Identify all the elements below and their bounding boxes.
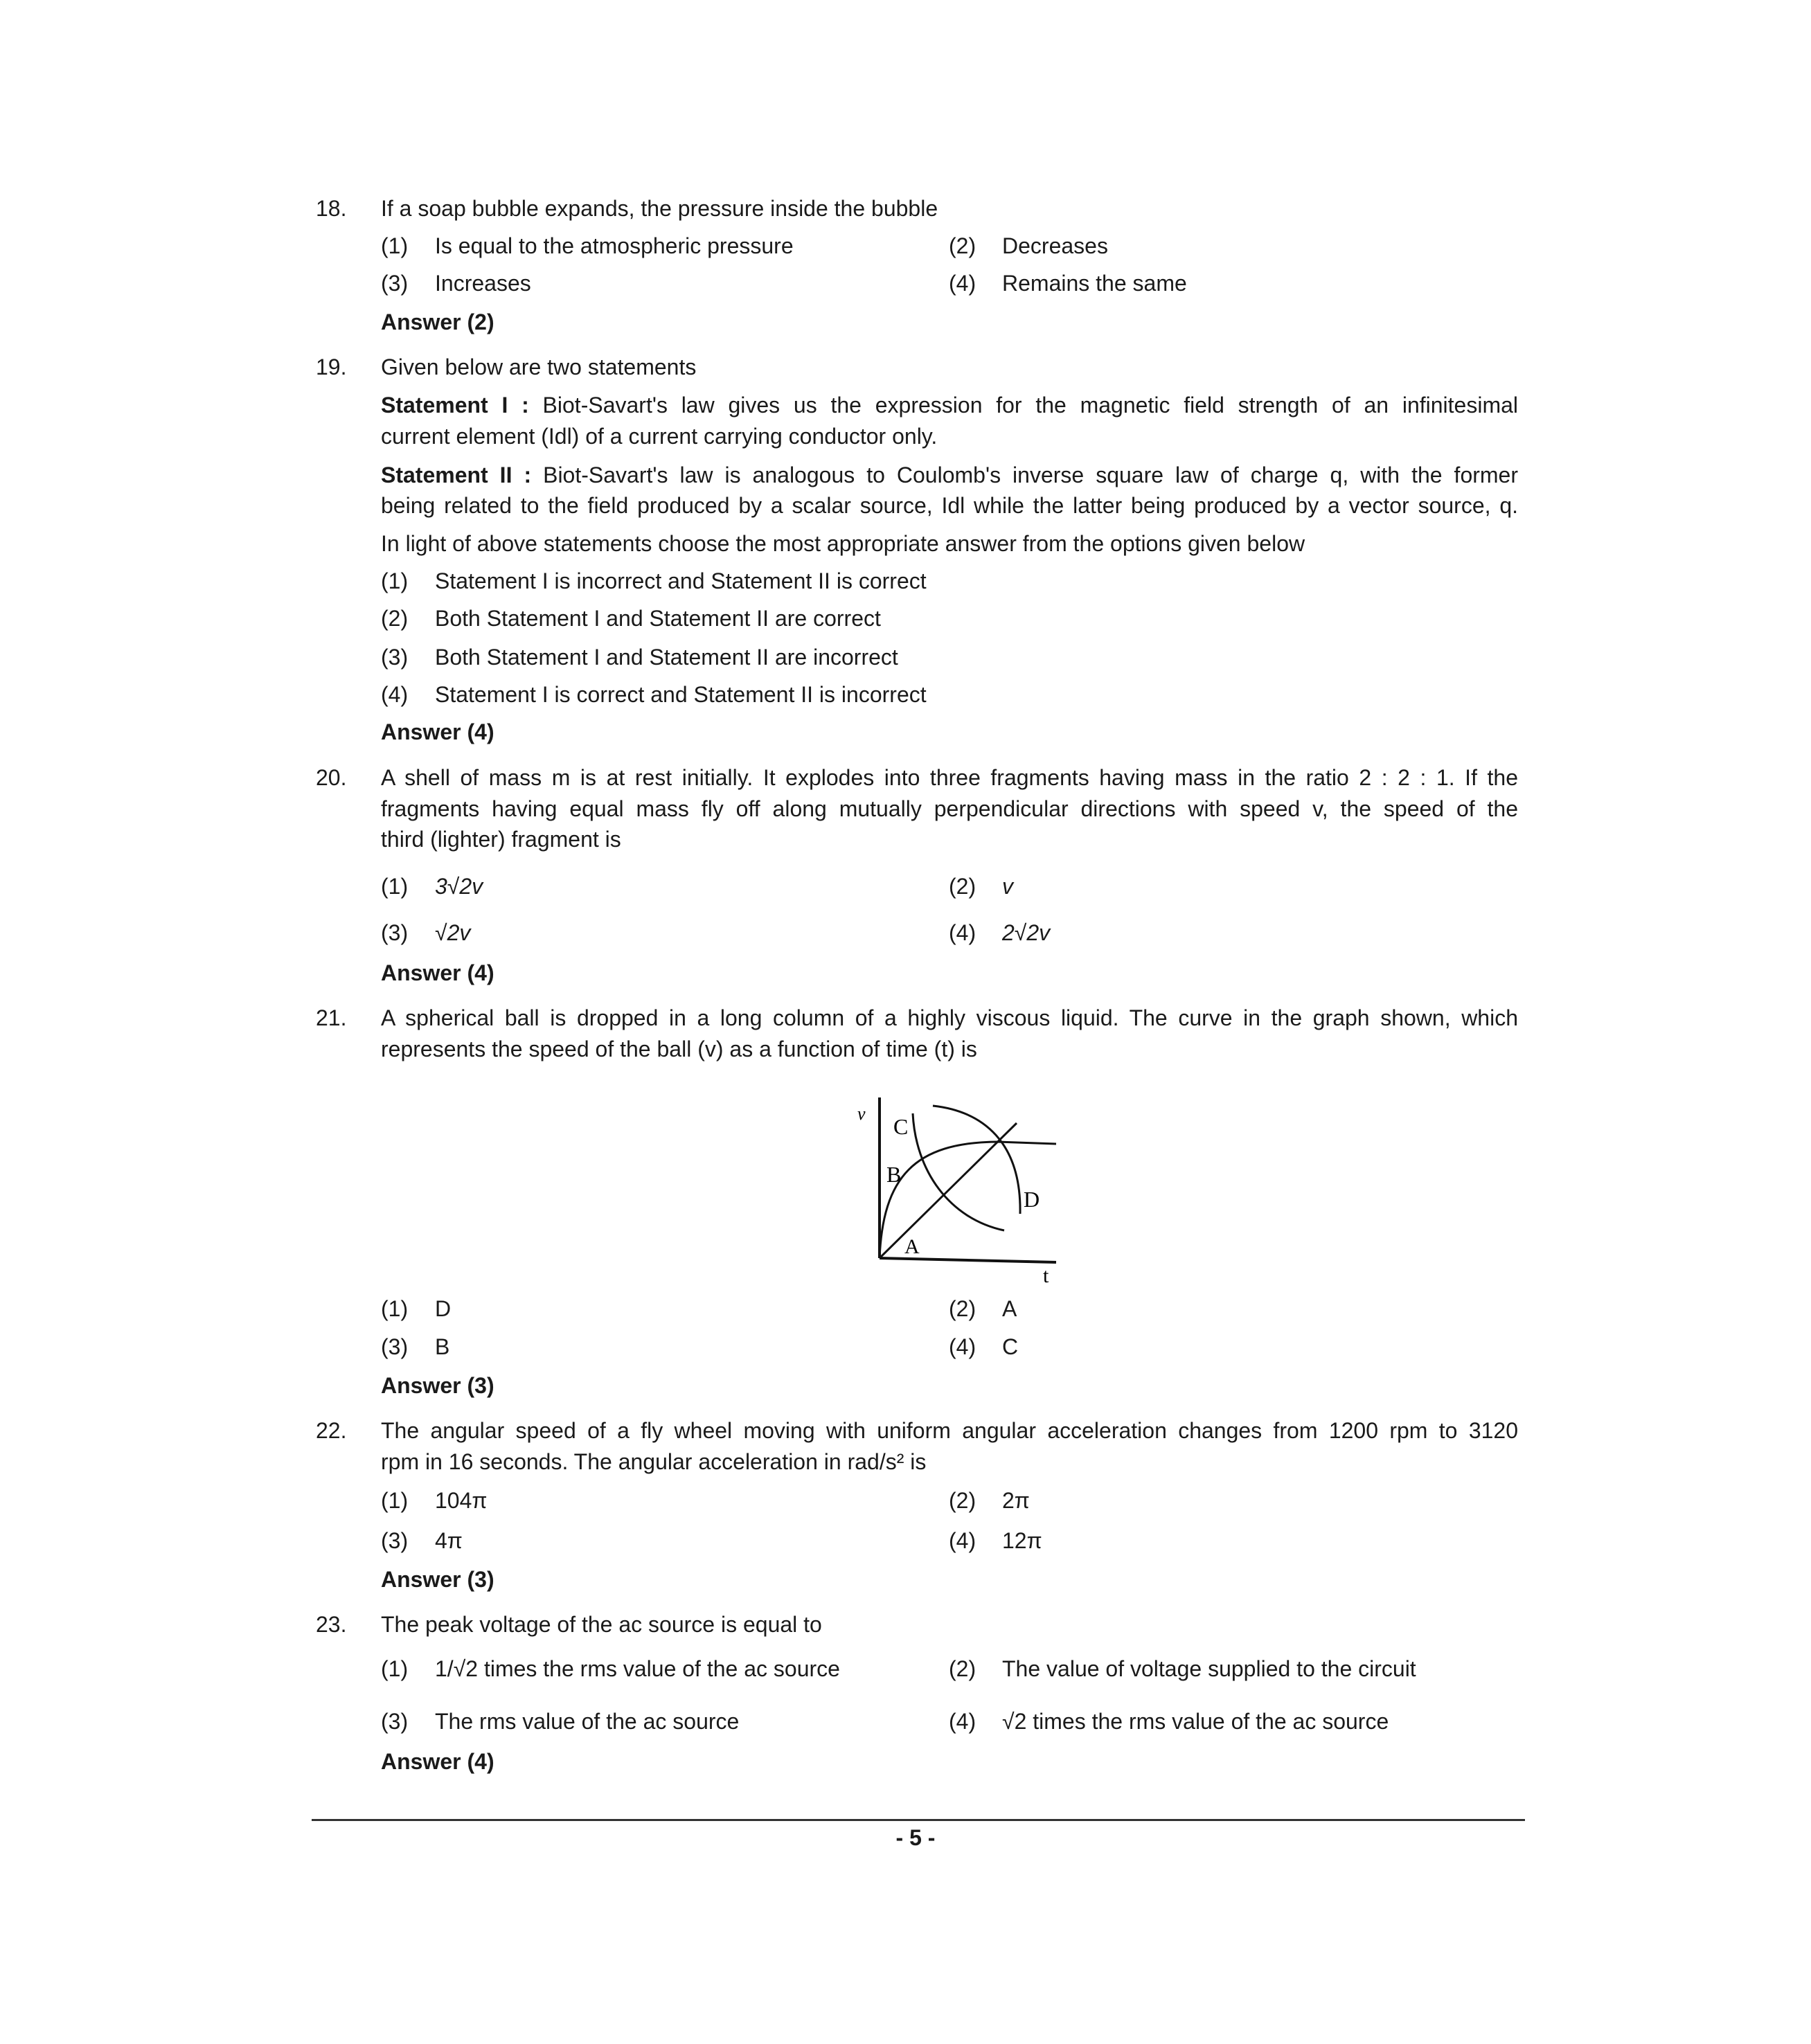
option-text: The value of voltage supplied to the circuit	[1002, 1656, 1416, 1681]
statement-text: Biot-Savart's law gives us the expression for the magnetic field strength of an infinitesimal	[542, 393, 1519, 418]
statement-label: Statement II :	[381, 463, 532, 487]
option-number: (4)	[949, 271, 976, 296]
option-text: The rms value of the ac source	[435, 1709, 740, 1734]
option-text: Statement I is correct and Statement II is incorrect	[435, 682, 927, 707]
statement-label: Statement I :	[381, 393, 529, 418]
curve-label-d: D	[1024, 1187, 1040, 1212]
option-text: C	[1002, 1334, 1019, 1359]
option-number: (4)	[381, 682, 409, 707]
option-text: 104π	[435, 1488, 488, 1513]
option-text: Both Statement I and Statement II are correct	[435, 606, 881, 631]
answer: Answer (4)	[381, 719, 494, 744]
option-number: (1)	[381, 1296, 409, 1321]
velocity-time-graph	[831, 1080, 1080, 1288]
option-text: Increases	[435, 271, 531, 296]
option-text: 2π	[1002, 1488, 1030, 1513]
question-number: 21.	[316, 1005, 347, 1030]
option-number: (1)	[381, 568, 409, 593]
x-axis	[880, 1258, 1056, 1262]
question-number: 19.	[316, 355, 347, 379]
question-number: 23.	[316, 1612, 347, 1637]
option-text: 12π	[1002, 1528, 1042, 1553]
statement-2	[381, 461, 1518, 489]
question-text: represents the speed of the ball (v) as a function of time (t) is	[381, 1037, 977, 1061]
answer: Answer (4)	[381, 1749, 494, 1774]
question-text: third (lighter) fragment is	[381, 827, 621, 852]
option-number: (2)	[949, 233, 976, 258]
option-number: (2)	[949, 874, 976, 899]
option-number: (4)	[949, 1528, 976, 1553]
option-number: (2)	[949, 1296, 976, 1321]
answer: Answer (4)	[381, 960, 494, 985]
option-text: Is equal to the atmospheric pressure	[435, 233, 794, 258]
option-text: 4π	[435, 1528, 463, 1553]
x-axis-label: t	[1043, 1264, 1049, 1287]
option-number: (3)	[381, 1709, 409, 1734]
option-text: Statement I is incorrect and Statement II is correct	[435, 568, 927, 593]
question-text: A shell of mass m is at rest initially. It explodes into three fragments having mass in the ratio 2 : 2 : 1. If the	[381, 765, 1518, 790]
option-number: (3)	[381, 1334, 409, 1359]
option-text: √2 times the rms value of the ac source	[1002, 1709, 1389, 1734]
y-axis-label: v	[857, 1104, 866, 1124]
option-text: Remains the same	[1002, 271, 1187, 296]
question-text: The angular speed of a fly wheel moving with uniform angular acceleration changes from 1200 rpm to 3120	[381, 1418, 1518, 1443]
option-text: v	[1002, 874, 1013, 899]
option-number: (1)	[381, 874, 409, 899]
question-text: If a soap bubble expands, the pressure inside the bubble	[381, 196, 938, 221]
option-text: 3√2v	[435, 874, 483, 899]
question-number: 18.	[316, 196, 347, 221]
option-number: (3)	[381, 645, 409, 670]
option-text: Both Statement I and Statement II are incorrect	[435, 645, 898, 670]
option-number: (1)	[381, 1656, 409, 1681]
question-text: fragments having equal mass fly off along mutually perpendicular directions with speed v, the speed of the	[381, 796, 1518, 821]
option-number: (1)	[381, 1488, 409, 1513]
option-text: 2√2v	[1002, 920, 1051, 945]
option-text: D	[435, 1296, 452, 1321]
answer: Answer (3)	[381, 1567, 494, 1592]
question-text: The peak voltage of the ac source is equal to	[381, 1612, 822, 1637]
question-text: Given below are two statements	[381, 355, 697, 379]
option-text: 1/√2 times the rms value of the ac source	[435, 1656, 840, 1681]
question-prompt: In light of above statements choose the most appropriate answer from the options given below	[381, 531, 1305, 556]
question-number: 20.	[316, 765, 347, 790]
curve-a	[880, 1123, 1017, 1258]
option-number: (4)	[949, 920, 976, 945]
option-text: A	[1002, 1296, 1017, 1321]
statement-text: being related to the field produced by a scalar source, Idl while the latter being produced by a vector source, q.	[381, 493, 1518, 518]
curve-label-a: A	[904, 1235, 920, 1258]
statement-text: current element (Idl) of a current carrying conductor only.	[381, 424, 938, 449]
option-number: (1)	[381, 233, 409, 258]
option-text: Decreases	[1002, 233, 1108, 258]
option-text: B	[435, 1334, 450, 1359]
statement-1	[381, 391, 1518, 419]
curve-label-c: C	[893, 1114, 909, 1139]
option-number: (4)	[949, 1709, 976, 1734]
curve-label-b: B	[886, 1162, 902, 1187]
option-number: (4)	[949, 1334, 976, 1359]
option-number: (3)	[381, 1528, 409, 1553]
question-text: A spherical ball is dropped in a long column of a highly viscous liquid. The curve in the graph shown, which	[381, 1005, 1518, 1030]
question-number: 22.	[316, 1418, 347, 1443]
answer: Answer (2)	[381, 310, 494, 334]
answer: Answer (3)	[381, 1373, 494, 1398]
option-number: (2)	[949, 1488, 976, 1513]
page-number: - 5 -	[895, 1825, 936, 1850]
option-number: (2)	[949, 1656, 976, 1681]
option-text: √2v	[435, 920, 471, 945]
statement-text: Biot-Savart's law is analogous to Coulomb's inverse square law of charge q, with the former	[543, 463, 1519, 487]
footer-divider	[312, 1819, 1525, 1821]
option-number: (2)	[381, 606, 409, 631]
option-number: (3)	[381, 920, 409, 945]
option-number: (3)	[381, 271, 409, 296]
question-text: rpm in 16 seconds. The angular acceleration in rad/s² is	[381, 1449, 927, 1474]
